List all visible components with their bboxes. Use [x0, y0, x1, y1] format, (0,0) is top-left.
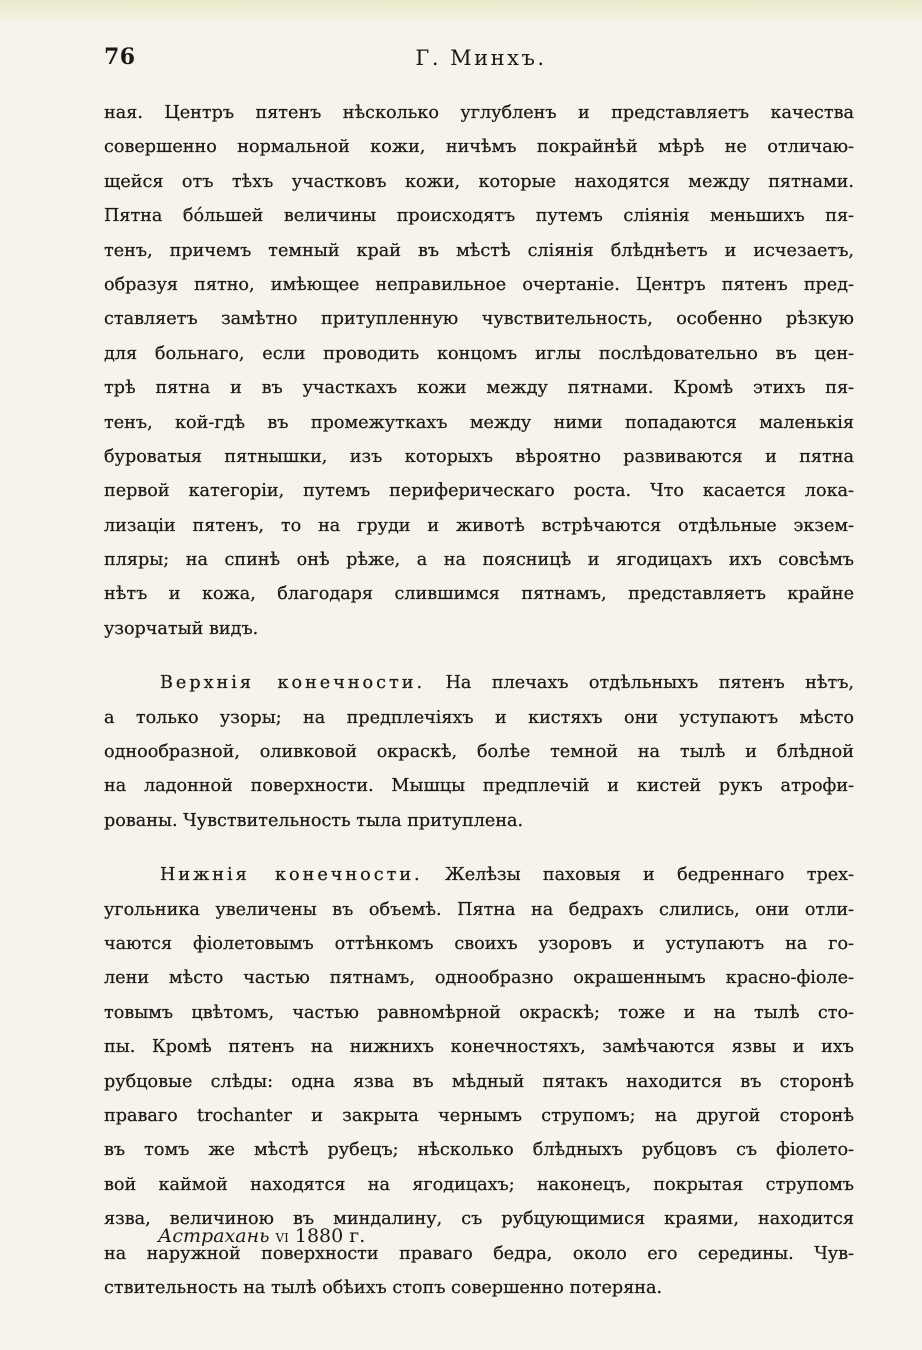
section-heading-lower-limbs: Нижнiя конечности. [160, 865, 423, 886]
text-line: лизацiи пятенъ, то на груди и животѣ встрѣчаются отдѣльные экзем- [104, 515, 854, 536]
page-edge-stain [0, 0, 922, 22]
text-line: Пятна бóльшей величины происходятъ путемъ слiянiя меньшихъ пя- [104, 206, 854, 227]
text-line: совершенно нормальной кожи, ничѣмъ покрайнѣй мѣрѣ не отличаю- [104, 137, 854, 158]
text-line: въ томъ же мѣстѣ рубецъ; нѣсколько блѣдныхъ рубцовъ съ фiолето- [104, 1140, 854, 1161]
text-line: вой каймой находятся на ягодицахъ; наконецъ, покрытая струпомъ [104, 1174, 854, 1195]
running-head: Г. Минхъ. [415, 46, 547, 70]
paragraph-skin-spots [104, 96, 854, 646]
text-line: праваго trochanter и закрыта чернымъ струпомъ; на другой сторонѣ [104, 1105, 854, 1126]
text-line: рубцовые слѣды: одна язва въ мѣдный пятакъ находится въ сторонѣ [104, 1071, 854, 1092]
signature-place-date [158, 1222, 365, 1252]
text-line: нѣтъ и кожа, благодаря слившимся пятнамъ, представляетъ крайне [104, 584, 854, 605]
text-line: на наружной поверхности праваго бедра, около его середины. Чув- [104, 1243, 854, 1264]
text-line: щейся отъ тѣхъ участковъ кожи, которые находятся между пятнами. [104, 171, 854, 192]
page-number: 76 [104, 44, 136, 70]
text-line [104, 666, 854, 700]
text-line: товымъ цвѣтомъ, частью равномѣрной окраскѣ; тоже и на тылѣ сто- [104, 1002, 854, 1023]
text-line: тенъ, кой-гдѣ въ промежуткахъ между ними попадаются маленькiя [104, 412, 854, 433]
signature-month: VI [275, 1231, 289, 1245]
text-line: образуя пятно, имѣющее неправильное очертанiе. Центръ пятенъ пред- [104, 274, 854, 295]
text-line: а только узоры; на предплечiяхъ и кистяхъ они уступаютъ мѣсто [104, 707, 854, 728]
section-heading-upper-limbs: Верхнiя конечности. [160, 673, 426, 694]
text-line: буроватыя пятнышки, изъ которыхъ вѣроятно развиваются и пятна [104, 446, 854, 467]
text-line: на ладонной поверхности. Мышцы предплечiй и кистей рукъ атрофи- [104, 776, 854, 797]
text-line: угольника увеличены въ объемѣ. Пятна на бедрахъ слились, они отли- [104, 899, 854, 920]
text-line: ставляетъ замѣтно притупленную чувствительность, особенно рѣзкую [104, 309, 854, 330]
text-line: узорчатый видъ. [104, 618, 259, 639]
signature-place: Астрахань [158, 1225, 270, 1247]
body-text [104, 96, 854, 1305]
text-line [104, 858, 854, 892]
text-line-rest: На плечахъ отдѣльныхъ пятенъ нѣтъ, [445, 673, 854, 694]
text-line: пляры; на спинѣ онѣ рѣже, а на поясницѣ и ягодицахъ ихъ совсѣмъ [104, 550, 854, 571]
text-line-rest: Желѣзы паховыя и бедреннаго трех- [445, 865, 854, 886]
text-line: язва, величиною въ миндалину, съ рубцующимися краями, находится [104, 1209, 854, 1230]
text-line: ствительность на тылѣ обѣихъ стопъ совершенно потеряна. [104, 1277, 663, 1298]
text-line: тенъ, причемъ темный край въ мѣстѣ слiянiя блѣднѣетъ и исчезаетъ, [104, 240, 854, 261]
text-line: чаются фiолетовымъ оттѣнкомъ своихъ узоровъ и уступаютъ на го- [104, 933, 854, 954]
text-line: трѣ пятна и въ участкахъ кожи между пятнами. Кромѣ этихъ пя- [104, 378, 854, 399]
text-line: пы. Кромѣ пятенъ на нижнихъ конечностяхъ, замѣчаются язвы и ихъ [104, 1037, 854, 1058]
text-line: ная. Центръ пятенъ нѣсколько углубленъ и представляетъ качества [104, 103, 854, 123]
text-line: однообразной, оливковой окраскѣ, болѣе темной на тылѣ и блѣдной [104, 742, 854, 763]
signature-year: 1880 г. [294, 1225, 366, 1247]
text-line: для больнаго, если проводить концомъ иглы послѣдовательно въ цен- [104, 343, 854, 364]
paragraph-upper-limbs [104, 666, 854, 838]
text-line: рованы. Чувствительность тыла притуплена. [104, 810, 524, 831]
text-line: лени мѣсто частью пятнамъ, однообразно окрашеннымъ красно-фiоле- [104, 968, 854, 989]
text-line: первой категорiи, путемъ периферическаго роста. Что касается лока- [104, 481, 854, 502]
